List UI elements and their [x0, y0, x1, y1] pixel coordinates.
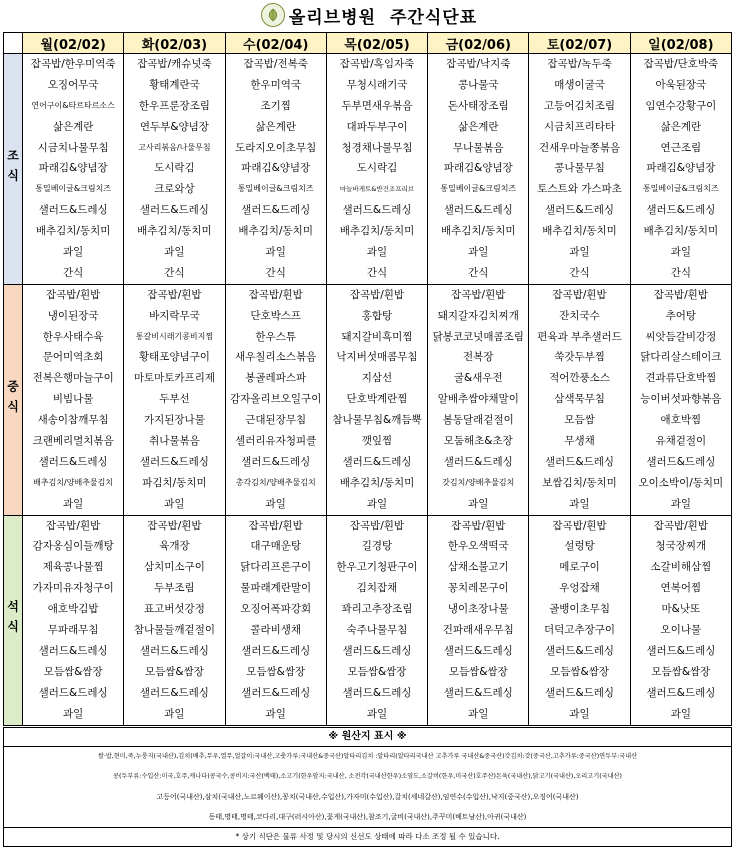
menu-item: 과일 [670, 707, 691, 720]
menu-item: 감자옹심이들깨탕 [32, 540, 114, 553]
menu-item: 과일 [569, 497, 590, 510]
menu-item: 무나물볶음 [452, 141, 504, 154]
day-header: 금(02/06) [428, 33, 529, 54]
menu-item: 취나물볶음 [149, 435, 200, 448]
origin-title: ※ 원산지 표시 ※ [4, 728, 731, 747]
menu-item: 잡곡밥/전복죽 [243, 58, 308, 70]
menu-item: 간식 [265, 266, 286, 279]
menu-item: 과일 [670, 497, 691, 510]
menu-item: 모둠해초&초장 [443, 435, 513, 448]
menu-item: 연두부&양념장 [139, 120, 209, 133]
menu-item: 삼색묵무침 [554, 393, 605, 406]
menu-item: 크로와상 [154, 183, 195, 196]
menu-item: 과일 [164, 246, 185, 259]
day-header: 월(02/02) [23, 33, 124, 54]
menu-item: 돈사태장조림 [447, 99, 509, 112]
menu-item: 크랜베리멸치볶음 [32, 435, 114, 448]
menu-item: 샐러드&드레싱 [646, 204, 716, 217]
dinner-day-cell [225, 515, 326, 725]
menu-item: 샐러드&드레싱 [241, 204, 311, 217]
menu-item: 삼채소불고기 [447, 561, 509, 574]
menu-item: 토스트와 가스파초 [537, 183, 622, 196]
menu-item: 삶은계란 [457, 120, 499, 133]
menu-item: 삶은계란 [660, 120, 702, 133]
menu-item: 꽁치레몬구이 [447, 582, 509, 595]
menu-item: 김치잡채 [356, 582, 398, 595]
menu-item: 통갈비시래기콩비지찜 [135, 331, 214, 341]
menu-item: 파김치/동치미 [142, 476, 207, 489]
menu-item: 물파래계란말이 [240, 582, 312, 595]
menu-item: 전복장 [463, 351, 494, 364]
menu-item: 잡곡밥/흰밥 [653, 288, 708, 301]
menu-item: 추어탕 [665, 309, 697, 322]
menu-item: 잡곡밥/캐슈넛죽 [137, 58, 212, 70]
lunch-row [4, 284, 732, 515]
menu-item: 배추김치/동치미 [35, 225, 111, 238]
page-header [0, 0, 738, 30]
menu-item: 과일 [569, 246, 590, 259]
menu-item: 조기찜 [260, 99, 291, 112]
menu-item: 잡곡밥/흰밥 [653, 519, 708, 532]
menu-item: 소갈비해삼찜 [650, 561, 712, 574]
menu-item: 잡곡밥/흰밥 [46, 519, 101, 532]
menu-item: 제육콩나물찜 [42, 561, 104, 574]
menu-item: 도라지오이초무침 [235, 141, 317, 154]
menu-item: 시금치프리타타 [544, 120, 616, 133]
menu-item: 콩나물국 [457, 78, 499, 91]
menu-item: 파래김&양념장 [443, 162, 513, 175]
menu-item: 한우고기청판구이 [336, 561, 418, 574]
menu-item: 모듬쌈&쌈장 [550, 665, 609, 678]
olive-leaf-icon [261, 3, 285, 27]
menu-item: 잡곡밥/흰밥 [147, 288, 202, 301]
breakfast-day-cell [630, 54, 731, 285]
menu-item: 마&낫또 [661, 603, 701, 616]
menu-item: 샐러드&드레싱 [545, 644, 615, 657]
menu-item: 쑥갓두부찜 [554, 351, 605, 364]
menu-item: 지삼선 [361, 372, 393, 385]
origin-line: 쌀·밥,현미,죽,누룽지(국내산),김치(배추,무우,열무,얼갈이:국내산,고춧가루:국내산&중국산)알타리김치 :알타리(알타리국내산 고추가루 국내산&중국산)갓김치:갓(중국산,고추가루:중국산)연두부:국내산 [97, 753, 638, 760]
menu-item: 굴&새우전 [453, 372, 503, 385]
menu-item: 건파래새우무침 [442, 624, 514, 637]
menu-item: 잡곡밥/단호박죽 [643, 58, 719, 70]
menu-item: 낙지버섯매콤무침 [336, 351, 418, 364]
menu-item: 문어미역초회 [42, 351, 104, 364]
menu-item: 과일 [366, 707, 388, 720]
menu-item: 새우칠리소스볶음 [235, 351, 317, 364]
menu-item: 두부조림 [154, 582, 195, 595]
menu-item: 샐러드&드레싱 [38, 204, 108, 217]
lunch-day-cell [225, 284, 326, 515]
menu-item: 잡곡밥/흰밥 [349, 519, 405, 532]
menu-item: 샐러드&드레싱 [443, 686, 513, 699]
menu-item: 황태포양념구이 [138, 351, 210, 364]
menu-item: 메로구이 [559, 561, 600, 574]
menu-item: 적어깐풍소스 [549, 372, 610, 385]
dinner-day-cell [326, 515, 427, 725]
menu-item: 깻잎찜 [361, 435, 393, 448]
menu-item: 잡곡밥/흰밥 [349, 288, 405, 301]
menu-item: 잡곡밥/흰밥 [451, 519, 506, 532]
menu-item: 두부면새우볶음 [341, 99, 413, 112]
menu-item: 무파래무침 [47, 624, 99, 637]
menu-item: 청경채나물무침 [341, 141, 413, 154]
menu-item: 잡곡밥/흰밥 [451, 288, 506, 301]
menu-item: 보쌈김치/동치미 [542, 476, 617, 489]
menu-item: 과일 [265, 707, 286, 720]
menu-item: 셀러리유자청피클 [235, 435, 317, 448]
menu-item: 육개장 [159, 540, 190, 553]
dinner-row [4, 515, 732, 725]
menu-item: 잡곡밥/흰밥 [248, 519, 303, 532]
lunch-day-cell [630, 284, 731, 515]
menu-item: 잡곡밥/흰밥 [552, 288, 607, 301]
menu-item: 모듬쌈 [564, 414, 595, 427]
menu-item: 냉이된장국 [47, 309, 99, 322]
origin-section [3, 727, 732, 847]
menu-item: 알배추쌈야채말이 [437, 393, 519, 406]
breakfast-day-cell [225, 54, 326, 285]
menu-item: 잡곡밥/흰밥 [248, 288, 303, 301]
menu-item: 무생채 [564, 435, 595, 448]
menu-item: 단호박계란찜 [346, 393, 408, 406]
menu-item: 과일 [468, 707, 489, 720]
page-title: 주간식단표 [390, 7, 478, 28]
menu-item: 통밀베이글&크림치즈 [642, 184, 719, 194]
menu-item: 능이버섯파향볶음 [640, 393, 722, 406]
menu-item: 한우오색떡국 [447, 540, 509, 553]
menu-item: 근대된장무침 [245, 414, 307, 427]
menu-item: 콜라비생채 [250, 624, 302, 637]
menu-item: 과일 [265, 246, 286, 259]
menu-item: 배추김치/동치미 [238, 225, 313, 238]
menu-item: 가지된장나물 [143, 414, 205, 427]
menu-item: 과일 [62, 707, 84, 720]
menu-item: 간식 [468, 266, 489, 279]
menu-item: 아욱된장국 [655, 78, 707, 91]
menu-item: 봄동달래겉절이 [442, 414, 514, 427]
day-header: 토(02/07) [529, 33, 630, 54]
menu-item: 단호박스프 [250, 309, 302, 322]
menu-item: 간식 [366, 266, 388, 279]
menu-item: 모듬쌈&쌈장 [347, 665, 407, 678]
menu-item: 참나물무침&깨듬뿍 [332, 414, 422, 427]
day-header: 화(02/03) [124, 33, 225, 54]
menu-item: 고사리볶음/나물무침 [138, 142, 211, 152]
breakfast-row [4, 54, 732, 285]
menu-item: 모듬쌈&쌈장 [448, 665, 508, 678]
menu-item: 감자올리브오일구이 [230, 393, 322, 406]
menu-item: 애호박찜 [660, 414, 702, 427]
menu-item: 잡곡밥/흰밥 [46, 288, 101, 301]
menu-item: 간식 [164, 266, 185, 279]
menu-item: 마토마토카프리제 [133, 372, 215, 385]
breakfast-day-cell [529, 54, 630, 285]
breakfast-day-cell [124, 54, 225, 285]
menu-item: 돼지갈자김치찌개 [437, 309, 519, 322]
menu-item: 한우프룬장조림 [138, 99, 210, 112]
origin-line: 동태,명태,명태,코다리,대구(러시아산),꽃게(국내산),참조기,굴비(국내산),주꾸미(베트남산),아귀(국내산) [208, 813, 527, 821]
lunch-day-cell [529, 284, 630, 515]
menu-item: 시금치나물무침 [37, 141, 109, 154]
menu-item: 바지락무국 [149, 309, 200, 322]
menu-item: 배추김치/동치미 [542, 225, 617, 238]
menu-item: 과일 [62, 246, 84, 259]
menu-item: 애호박김밥 [47, 603, 99, 616]
menu-item: 비빔나물 [52, 393, 94, 406]
menu-item: 삶은계란 [255, 120, 296, 133]
menu-item: 샐러드&드레싱 [139, 644, 209, 657]
menu-item: 임연수강황구이 [645, 99, 717, 112]
menu-item: 건새우마늘쫑볶음 [538, 141, 621, 154]
menu-item: 봉골레파스파 [245, 372, 307, 385]
dinner-day-cell [529, 515, 630, 725]
menu-item: 배추김치/동치미 [339, 225, 415, 238]
menu-item: 홍합탕 [361, 309, 393, 322]
menu-item: 한우미역국 [250, 78, 302, 91]
dinner-day-cell [124, 515, 225, 725]
menu-item: 연어구이&타르타르소스 [31, 100, 115, 110]
menu-item: 견과류단호박찜 [645, 372, 717, 385]
lunch-day-cell [326, 284, 427, 515]
menu-item: 잡곡밥/한우미역죽 [30, 58, 116, 70]
menu-item: 샐러드&드레싱 [139, 686, 209, 699]
lunch-day-cell [124, 284, 225, 515]
menu-item: 참나물들깨겉절이 [133, 624, 215, 637]
menu-item: 샐러드&드레싱 [443, 455, 513, 468]
day-header: 목(02/05) [326, 33, 427, 54]
menu-item: 잡곡밥/녹두죽 [547, 58, 612, 70]
menu-item: 배추김치/양배추물김치 [33, 477, 114, 487]
breakfast-day-cell [428, 54, 529, 285]
menu-item: 콩나물무침 [554, 162, 605, 175]
menu-item: 샐러드&드레싱 [545, 686, 615, 699]
menu-item: 대파두부구이 [346, 120, 408, 133]
menu-item: 잡곡밥/흰밥 [552, 519, 607, 532]
menu-item: 샐러드&드레싱 [646, 644, 716, 657]
day-header: 일(02/08) [630, 33, 731, 54]
menu-item: 과일 [366, 497, 388, 510]
menu-item: 한우사태수육 [42, 330, 104, 343]
menu-item: 삶은계란 [52, 120, 94, 133]
menu-item: 설렁탕 [564, 540, 595, 553]
menu-item: 샐러드&드레싱 [545, 204, 615, 217]
menu-item: 샐러드&드레싱 [139, 455, 209, 468]
menu-item: 삼치미소구이 [143, 561, 205, 574]
menu-item: 잡곡밥/흰밥 [147, 519, 202, 532]
breakfast-day-cell [23, 54, 124, 285]
menu-item: 모듬쌈&쌈장 [246, 665, 306, 678]
menu-item: 통밀베이글&크림치즈 [237, 184, 314, 194]
menu-item: 샐러드&드레싱 [342, 644, 412, 657]
menu-item: 샐러드&드레싱 [342, 686, 412, 699]
menu-item: 닭다리프론구이 [240, 561, 312, 574]
menu-item: 냉이초장나물 [447, 603, 509, 616]
menu-item: 청국장찌개 [655, 540, 707, 553]
menu-item: 배추김치/동치미 [440, 225, 516, 238]
menu-notice: * 상기 식단은 물류 사정 및 당시의 신선도 상태에 따라 다소 조정 될 수 있습니다. [4, 827, 731, 846]
hospital-name: 올리브병원 [288, 7, 376, 28]
menu-item: 황태계란국 [149, 78, 200, 91]
menu-item: 과일 [670, 246, 691, 259]
day-header-row [4, 33, 732, 54]
menu-item: 오징어폭파강회 [240, 603, 312, 616]
origin-line: 콩(두부류:수입산:미국,호주,캐나다)콩국수,콩비지:국산(백태),소고기(한우암지:국내산, 소전각(국내산한우)소염도,소갈비(한우,미국산)호주산)돈육(국내산),닭고기(국내산),오리고기(국내산) [113, 773, 622, 780]
menu-item: 고등어김치조림 [544, 99, 616, 112]
menu-item: 과일 [164, 497, 185, 510]
dinner-day-cell [23, 515, 124, 725]
menu-item: 샐러드&드레싱 [241, 644, 311, 657]
menu-item: 도시락김 [154, 162, 195, 175]
menu-item: 샐러드&드레싱 [443, 204, 513, 217]
menu-item: 무청시래기국 [346, 78, 408, 91]
menu-item: 샐러드&드레싱 [646, 686, 716, 699]
menu-item: 배추김치/동치미 [137, 225, 212, 238]
origin-line: 고등어(국내산),삼치(국내산,노르웨이산),꽁치(국내산,수입산),가자미(수입산),갈치(세네갈산),임연수(수입산),낙지(중국산),오징어(국내산) [156, 793, 579, 801]
menu-item: 닭다리살스테이크 [640, 351, 722, 364]
menu-item: 전복은행마늘구이 [32, 372, 114, 385]
menu-item: 꽈리고추장조림 [341, 603, 413, 616]
lunch-day-cell [23, 284, 124, 515]
menu-item: 샐러드&드레싱 [38, 644, 108, 657]
menu-item: 대구매운탕 [250, 540, 302, 553]
menu-item: 과일 [366, 246, 388, 259]
menu-item: 잡곡밥/흑임자죽 [339, 58, 415, 70]
menu-item: 배추김치/동치미 [339, 476, 415, 489]
menu-item: 골뱅이초무침 [549, 603, 610, 616]
menu-item: 샐러드&드레싱 [443, 644, 513, 657]
menu-item: 숙주나물무침 [346, 624, 408, 637]
menu-item: 더덕고추장구이 [544, 624, 616, 637]
menu-item: 마늘바게트&반건조프리브 [339, 185, 415, 194]
menu-item: 간식 [62, 266, 84, 279]
breakfast-day-cell [326, 54, 427, 285]
menu-item: 길경탕 [361, 540, 393, 553]
menu-item: 과일 [569, 707, 590, 720]
menu-item: 오징어무국 [47, 78, 99, 91]
menu-item: 샐러드&드레싱 [342, 455, 412, 468]
menu-item: 샐러드&드레싱 [241, 455, 311, 468]
menu-item: 과일 [265, 497, 286, 510]
menu-item: 모듬쌈&쌈장 [43, 665, 103, 678]
menu-item: 파래김&양념장 [241, 162, 311, 175]
day-header: 수(02/04) [225, 33, 326, 54]
dinner-day-cell [630, 515, 731, 725]
menu-item: 총각김치/양배추물김치 [235, 477, 316, 487]
dinner-day-cell [428, 515, 529, 725]
menu-item: 샐러드&드레싱 [545, 455, 615, 468]
menu-item: 샐러드&드레싱 [38, 686, 108, 699]
menu-item: 우엉잡채 [559, 582, 600, 595]
menu-item: 샐러드&드레싱 [241, 686, 311, 699]
menu-item: 잡곡밥/낙지죽 [446, 58, 511, 70]
corner-cell [4, 33, 23, 54]
menu-item: 샐러드&드레싱 [38, 455, 108, 468]
menu-item: 연복어찜 [660, 582, 702, 595]
menu-item: 통밀베이글&크림치즈 [35, 184, 112, 194]
menu-item: 표고버섯강정 [143, 603, 205, 616]
menu-item: 통밀베이글&크림치즈 [440, 184, 517, 194]
menu-item: 과일 [468, 246, 489, 259]
menu-item: 씨앗듬갈비강정 [645, 330, 717, 343]
weekly-menu-table [3, 32, 732, 726]
menu-item: 매생이굴국 [554, 78, 605, 91]
menu-item: 갓김치/양배추물김치 [442, 477, 515, 487]
menu-item: 모듬쌈&쌈장 [651, 665, 711, 678]
menu-item: 파래김&양념장 [646, 162, 716, 175]
menu-item: 두부선 [159, 393, 190, 406]
menu-item: 잔치국수 [559, 309, 600, 322]
menu-item: 오이소박이/동치미 [638, 476, 724, 489]
menu-item: 유채겉절이 [655, 435, 707, 448]
lunch-label: 중식 [4, 284, 23, 515]
menu-item: 파래김&양념장 [38, 162, 108, 175]
menu-item: 한우스튜 [255, 330, 296, 343]
menu-item: 과일 [164, 707, 185, 720]
menu-item: 새송이참깨무침 [37, 414, 109, 427]
menu-item: 연근조림 [660, 141, 702, 154]
menu-item: 샐러드&드레싱 [342, 204, 412, 217]
menu-item: 돼지갈비흑미찜 [341, 330, 413, 343]
menu-item: 도시락김 [356, 162, 398, 175]
dinner-label: 석식 [4, 515, 23, 725]
lunch-day-cell [428, 284, 529, 515]
menu-item: 가자미유자청구이 [32, 582, 114, 595]
menu-item: 모듬쌈&쌈장 [144, 665, 204, 678]
menu-item: 샐러드&드레싱 [646, 455, 716, 468]
menu-item: 오이나물 [660, 624, 702, 637]
menu-item: 과일 [62, 497, 84, 510]
menu-item: 편육과 부추샐러드 [537, 330, 622, 343]
menu-item: 간식 [670, 266, 691, 279]
breakfast-label: 조식 [4, 54, 23, 285]
menu-item: 간식 [569, 266, 590, 279]
menu-item: 닭봉코코넛매콤조림 [432, 330, 524, 343]
menu-item: 샐러드&드레싱 [139, 204, 209, 217]
menu-item: 과일 [468, 497, 489, 510]
menu-item: 배추김치/동치미 [643, 225, 719, 238]
